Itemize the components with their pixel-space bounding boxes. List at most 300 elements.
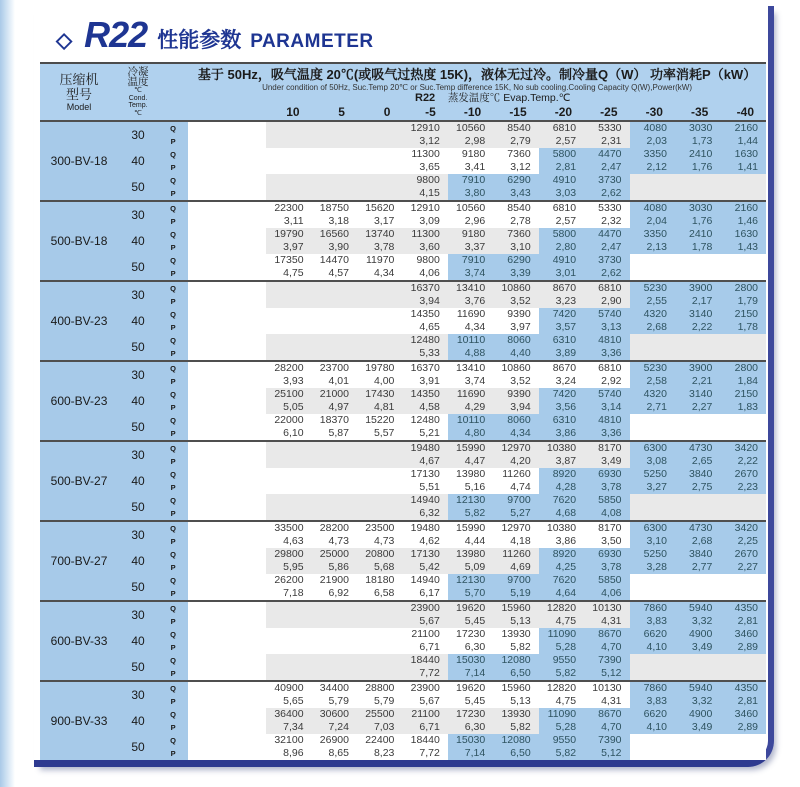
power-value-cell: 2,32 bbox=[584, 215, 629, 228]
power-value-cell: 3,49 bbox=[675, 641, 720, 654]
row-spacer-cell bbox=[188, 334, 266, 347]
power-value-cell: 2,27 bbox=[720, 561, 766, 574]
cond-temp-cell: 30 bbox=[118, 281, 158, 308]
power-value-cell: 4,44 bbox=[448, 535, 493, 548]
qp-label-cell: P bbox=[158, 481, 188, 494]
power-value-cell: 5,82 bbox=[539, 667, 584, 681]
cond-header-unit2: ℃ bbox=[134, 109, 142, 117]
power-value-cell: 1,44 bbox=[720, 135, 766, 148]
power-value-cell bbox=[266, 641, 311, 654]
power-value-cell: 2,96 bbox=[448, 215, 493, 228]
capacity-value-cell: 6290 bbox=[493, 174, 538, 187]
power-value-cell bbox=[720, 747, 766, 760]
capacity-value-cell: 11690 bbox=[448, 388, 493, 401]
title-chinese-label: 性能参数 bbox=[157, 29, 242, 52]
qp-label-cell: P bbox=[158, 535, 188, 548]
cond-temp-cell: 40 bbox=[118, 388, 158, 414]
capacity-value-cell: 5230 bbox=[630, 281, 675, 295]
power-value-cell: 4,34 bbox=[493, 427, 538, 441]
data-row bbox=[40, 654, 766, 667]
power-value-cell: 3,41 bbox=[448, 161, 493, 174]
model-cell: 500-BV-18 bbox=[40, 201, 118, 281]
row-spacer-cell bbox=[188, 507, 266, 521]
capacity-value-cell: 7420 bbox=[539, 308, 584, 321]
power-value-cell: 5,79 bbox=[312, 695, 357, 708]
data-row bbox=[40, 601, 766, 615]
capacity-value-cell: 21100 bbox=[402, 708, 447, 721]
power-value-cell: 3,14 bbox=[584, 401, 629, 414]
power-value-cell: 5,28 bbox=[539, 721, 584, 734]
capacity-value-cell: 10110 bbox=[448, 334, 493, 347]
power-value-cell: 3,11 bbox=[266, 215, 311, 228]
capacity-value-cell bbox=[312, 148, 357, 161]
power-value-cell bbox=[630, 587, 675, 601]
condition-text-cn: 基于 50Hz，吸气温度 20℃(或吸气过热度 15K)，液体无过冷。制冷量Q（W） 功率消耗P（kW） bbox=[197, 67, 757, 82]
capacity-value-cell bbox=[720, 654, 766, 667]
capacity-value-cell: 22300 bbox=[266, 201, 311, 215]
qp-label-cell: P bbox=[158, 427, 188, 441]
model-header-cn2: 型号 bbox=[66, 87, 93, 102]
capacity-value-cell: 3420 bbox=[720, 521, 766, 535]
row-spacer-cell bbox=[188, 281, 266, 295]
power-value-cell: 4,01 bbox=[312, 375, 357, 388]
power-value-cell: 5,67 bbox=[402, 695, 447, 708]
power-value-cell: 4,75 bbox=[539, 695, 584, 708]
capacity-value-cell: 9180 bbox=[448, 148, 493, 161]
power-value-cell: 4,68 bbox=[539, 507, 584, 521]
power-value-cell: 7,14 bbox=[448, 747, 493, 760]
power-value-cell bbox=[357, 135, 402, 148]
cond-temp-column-header bbox=[118, 63, 158, 121]
power-value-cell: 3,49 bbox=[675, 721, 720, 734]
row-spacer-cell bbox=[188, 161, 266, 174]
model-cell: 900-BV-33 bbox=[40, 681, 118, 760]
capacity-value-cell: 5330 bbox=[584, 121, 629, 135]
power-value-cell: 2,79 bbox=[493, 135, 538, 148]
capacity-value-cell: 14350 bbox=[402, 308, 447, 321]
qp-label-cell: P bbox=[158, 667, 188, 681]
temp-col--20: -20 bbox=[539, 105, 584, 121]
capacity-value-cell: 15990 bbox=[448, 441, 493, 455]
power-value-cell bbox=[720, 267, 766, 281]
power-value-cell: 6,71 bbox=[402, 721, 447, 734]
capacity-value-cell: 4080 bbox=[630, 121, 675, 135]
capacity-value-cell: 32100 bbox=[266, 734, 311, 747]
capacity-value-cell: 9180 bbox=[448, 228, 493, 241]
capacity-value-cell bbox=[720, 174, 766, 187]
power-value-cell: 2,22 bbox=[675, 321, 720, 334]
power-value-cell: 5,09 bbox=[448, 561, 493, 574]
data-row bbox=[40, 681, 766, 695]
temp-col-5: 5 bbox=[312, 105, 357, 121]
power-value-cell: 3,12 bbox=[402, 135, 447, 148]
row-spacer-cell bbox=[188, 468, 266, 481]
power-value-cell: 4,20 bbox=[493, 455, 538, 468]
model-block bbox=[40, 201, 766, 281]
capacity-value-cell: 6810 bbox=[584, 361, 629, 375]
model-block bbox=[40, 281, 766, 361]
data-row bbox=[40, 228, 766, 241]
power-value-cell: 1,43 bbox=[720, 241, 766, 254]
capacity-value-cell: 28800 bbox=[357, 681, 402, 695]
capacity-value-cell: 7360 bbox=[493, 228, 538, 241]
capacity-value-cell bbox=[357, 281, 402, 295]
capacity-value-cell: 16370 bbox=[402, 361, 447, 375]
power-value-cell bbox=[266, 455, 311, 468]
capacity-value-cell: 22400 bbox=[357, 734, 402, 747]
row-spacer-cell bbox=[188, 347, 266, 361]
power-value-cell: 4,18 bbox=[493, 535, 538, 548]
row-spacer-cell bbox=[188, 561, 266, 574]
capacity-value-cell bbox=[266, 468, 311, 481]
cond-temp-cell: 40 bbox=[118, 628, 158, 654]
power-value-cell: 3,10 bbox=[630, 535, 675, 548]
capacity-value-cell: 4900 bbox=[675, 708, 720, 721]
capacity-value-cell: 5230 bbox=[630, 361, 675, 375]
capacity-value-cell: 6620 bbox=[630, 628, 675, 641]
row-spacer-cell bbox=[188, 187, 266, 201]
capacity-value-cell: 2800 bbox=[720, 281, 766, 295]
power-value-cell: 5,13 bbox=[493, 615, 538, 628]
power-value-cell: 3,60 bbox=[402, 241, 447, 254]
capacity-value-cell bbox=[266, 308, 311, 321]
power-value-cell bbox=[357, 161, 402, 174]
capacity-value-cell: 5850 bbox=[584, 494, 629, 507]
row-spacer-cell bbox=[188, 574, 266, 587]
model-header-cn1: 压缩机 bbox=[59, 72, 99, 87]
power-value-cell: 3,37 bbox=[448, 241, 493, 254]
table-header bbox=[40, 63, 766, 121]
row-spacer-cell bbox=[188, 521, 266, 535]
capacity-value-cell bbox=[630, 414, 675, 427]
power-value-cell: 2,75 bbox=[675, 481, 720, 494]
capacity-value-cell: 17130 bbox=[402, 548, 447, 561]
power-value-cell: 3,12 bbox=[493, 161, 538, 174]
qp-label-cell: P bbox=[158, 215, 188, 228]
qp-label-cell: Q bbox=[158, 654, 188, 667]
capacity-value-cell: 3730 bbox=[584, 174, 629, 187]
power-value-cell: 4,29 bbox=[448, 401, 493, 414]
cond-header-unit1: ℃ bbox=[134, 87, 142, 94]
row-spacer-cell bbox=[188, 361, 266, 375]
capacity-value-cell: 1630 bbox=[720, 148, 766, 161]
power-value-cell: 5,42 bbox=[402, 561, 447, 574]
power-value-cell bbox=[357, 481, 402, 494]
capacity-value-cell: 14940 bbox=[402, 494, 447, 507]
model-cell: 500-BV-27 bbox=[40, 441, 118, 521]
cond-temp-cell: 50 bbox=[118, 254, 158, 281]
model-block bbox=[40, 521, 766, 601]
qp-label-cell: Q bbox=[158, 521, 188, 535]
capacity-value-cell: 14350 bbox=[402, 388, 447, 401]
row-spacer-cell bbox=[188, 427, 266, 441]
capacity-value-cell: 9800 bbox=[402, 254, 447, 267]
capacity-value-cell: 13740 bbox=[357, 228, 402, 241]
power-value-cell: 3,36 bbox=[584, 427, 629, 441]
capacity-value-cell: 9390 bbox=[493, 308, 538, 321]
qp-label-cell: P bbox=[158, 267, 188, 281]
row-spacer-cell bbox=[188, 148, 266, 161]
cond-temp-cell: 50 bbox=[118, 494, 158, 521]
power-value-cell: 5,05 bbox=[266, 401, 311, 414]
capacity-value-cell: 17430 bbox=[357, 388, 402, 401]
power-value-cell: 4,75 bbox=[266, 267, 311, 281]
capacity-value-cell: 2410 bbox=[675, 228, 720, 241]
capacity-value-cell: 11970 bbox=[357, 254, 402, 267]
capacity-value-cell: 3420 bbox=[720, 441, 766, 455]
qp-column-header bbox=[158, 63, 188, 121]
power-value-cell: 2,55 bbox=[630, 295, 675, 308]
capacity-value-cell: 21100 bbox=[402, 628, 447, 641]
power-value-cell: 1,78 bbox=[720, 321, 766, 334]
qp-label-cell: P bbox=[158, 295, 188, 308]
qp-label-cell: Q bbox=[158, 601, 188, 615]
power-value-cell bbox=[312, 455, 357, 468]
power-value-cell bbox=[675, 427, 720, 441]
power-value-cell: 4,81 bbox=[357, 401, 402, 414]
power-value-cell bbox=[312, 321, 357, 334]
model-cell: 600-BV-33 bbox=[40, 601, 118, 681]
cond-temp-cell: 30 bbox=[118, 681, 158, 708]
power-value-cell bbox=[312, 641, 357, 654]
power-value-cell: 4,31 bbox=[584, 695, 629, 708]
capacity-value-cell: 15030 bbox=[448, 654, 493, 667]
capacity-value-cell: 17230 bbox=[448, 708, 493, 721]
capacity-value-cell: 11090 bbox=[539, 708, 584, 721]
capacity-value-cell: 40900 bbox=[266, 681, 311, 695]
capacity-value-cell: 3030 bbox=[675, 121, 720, 135]
capacity-value-cell: 12910 bbox=[402, 121, 447, 135]
model-column-header bbox=[40, 63, 118, 121]
capacity-value-cell: 10380 bbox=[539, 441, 584, 455]
cond-header-cn2: 温度 bbox=[127, 76, 149, 88]
power-value-cell bbox=[266, 481, 311, 494]
power-value-cell: 2,03 bbox=[630, 135, 675, 148]
capacity-value-cell: 12080 bbox=[493, 654, 538, 667]
power-value-cell: 2,68 bbox=[675, 535, 720, 548]
data-row bbox=[40, 574, 766, 587]
power-value-cell: 3,32 bbox=[675, 695, 720, 708]
power-value-cell: 3,94 bbox=[493, 401, 538, 414]
capacity-value-cell bbox=[266, 121, 311, 135]
capacity-value-cell: 3730 bbox=[584, 254, 629, 267]
row-spacer-cell bbox=[188, 667, 266, 681]
capacity-value-cell: 23900 bbox=[402, 681, 447, 695]
row-spacer-cell bbox=[188, 641, 266, 654]
power-value-cell bbox=[357, 347, 402, 361]
power-value-cell: 2,25 bbox=[720, 535, 766, 548]
capacity-value-cell bbox=[357, 494, 402, 507]
cond-header-en2: Temp. bbox=[128, 102, 148, 109]
power-value-cell: 2,04 bbox=[630, 215, 675, 228]
power-value-cell bbox=[312, 481, 357, 494]
qp-label-cell: Q bbox=[158, 388, 188, 401]
capacity-value-cell: 8920 bbox=[539, 468, 584, 481]
capacity-value-cell: 15960 bbox=[493, 681, 538, 695]
capacity-value-cell bbox=[630, 734, 675, 747]
power-value-cell: 4,10 bbox=[630, 641, 675, 654]
power-value-cell bbox=[312, 667, 357, 681]
power-value-cell: 2,68 bbox=[630, 321, 675, 334]
cond-temp-cell: 40 bbox=[118, 548, 158, 574]
data-row bbox=[40, 148, 766, 161]
power-value-cell: 4,34 bbox=[357, 267, 402, 281]
power-value-cell bbox=[357, 507, 402, 521]
power-value-cell: 2,98 bbox=[448, 135, 493, 148]
qp-label-cell: Q bbox=[158, 734, 188, 747]
capacity-value-cell: 4730 bbox=[675, 521, 720, 535]
temp-col-10: 10 bbox=[266, 105, 311, 121]
capacity-value-cell: 1630 bbox=[720, 228, 766, 241]
row-spacer-cell bbox=[188, 174, 266, 187]
power-value-cell: 2,81 bbox=[720, 615, 766, 628]
capacity-value-cell: 12480 bbox=[402, 334, 447, 347]
cond-temp-cell: 40 bbox=[118, 228, 158, 254]
capacity-value-cell: 12480 bbox=[402, 414, 447, 427]
capacity-value-cell bbox=[266, 654, 311, 667]
capacity-value-cell: 10380 bbox=[539, 521, 584, 535]
power-value-cell: 3,74 bbox=[448, 267, 493, 281]
data-row bbox=[40, 708, 766, 721]
capacity-value-cell bbox=[357, 308, 402, 321]
capacity-value-cell: 2150 bbox=[720, 388, 766, 401]
model-cell: 400-BV-23 bbox=[40, 281, 118, 361]
data-row bbox=[40, 628, 766, 641]
power-value-cell: 2,71 bbox=[630, 401, 675, 414]
capacity-value-cell: 6810 bbox=[539, 121, 584, 135]
data-row bbox=[40, 388, 766, 401]
qp-label-cell: P bbox=[158, 455, 188, 468]
power-value-cell: 2,78 bbox=[493, 215, 538, 228]
power-value-cell bbox=[357, 615, 402, 628]
row-spacer-cell bbox=[188, 548, 266, 561]
power-value-cell: 2,58 bbox=[630, 375, 675, 388]
row-spacer-cell bbox=[188, 601, 266, 615]
capacity-value-cell: 2150 bbox=[720, 308, 766, 321]
qp-label-cell: P bbox=[158, 401, 188, 414]
cond-temp-cell: 40 bbox=[118, 308, 158, 334]
capacity-value-cell: 2160 bbox=[720, 121, 766, 135]
capacity-value-cell bbox=[312, 601, 357, 615]
power-value-cell bbox=[357, 455, 402, 468]
capacity-value-cell: 2410 bbox=[675, 148, 720, 161]
power-value-cell: 2,90 bbox=[584, 295, 629, 308]
power-value-cell: 3,94 bbox=[402, 295, 447, 308]
capacity-value-cell: 3840 bbox=[675, 468, 720, 481]
power-value-cell bbox=[675, 507, 720, 521]
capacity-value-cell: 11690 bbox=[448, 308, 493, 321]
model-header-en: Model bbox=[66, 102, 92, 112]
power-value-cell bbox=[266, 667, 311, 681]
power-value-cell bbox=[312, 161, 357, 174]
power-value-cell: 2,77 bbox=[675, 561, 720, 574]
power-value-cell: 3,91 bbox=[402, 375, 447, 388]
capacity-value-cell bbox=[357, 654, 402, 667]
data-row bbox=[40, 441, 766, 455]
capacity-value-cell: 2670 bbox=[720, 548, 766, 561]
capacity-value-cell: 11300 bbox=[402, 228, 447, 241]
capacity-value-cell: 3350 bbox=[630, 228, 675, 241]
power-value-cell: 4,80 bbox=[448, 427, 493, 441]
row-spacer-cell bbox=[188, 215, 266, 228]
capacity-value-cell: 5940 bbox=[675, 601, 720, 615]
power-value-cell: 6,58 bbox=[357, 587, 402, 601]
capacity-value-cell: 10860 bbox=[493, 281, 538, 295]
capacity-value-cell bbox=[312, 174, 357, 187]
power-value-cell: 4,58 bbox=[402, 401, 447, 414]
model-block bbox=[40, 681, 766, 760]
capacity-value-cell: 8670 bbox=[539, 361, 584, 375]
power-value-cell: 4,64 bbox=[539, 587, 584, 601]
capacity-value-cell bbox=[675, 334, 720, 347]
power-value-cell: 2,22 bbox=[720, 455, 766, 468]
temp-col--25: -25 bbox=[584, 105, 629, 121]
capacity-value-cell: 10560 bbox=[448, 121, 493, 135]
power-value-cell: 3,39 bbox=[493, 267, 538, 281]
power-value-cell bbox=[312, 295, 357, 308]
power-value-cell: 3,80 bbox=[448, 187, 493, 201]
power-value-cell: 3,49 bbox=[584, 455, 629, 468]
capacity-value-cell: 8540 bbox=[493, 201, 538, 215]
power-value-cell: 5,12 bbox=[584, 667, 629, 681]
capacity-value-cell: 18440 bbox=[402, 654, 447, 667]
power-value-cell: 7,72 bbox=[402, 667, 447, 681]
power-value-cell: 4,88 bbox=[448, 347, 493, 361]
row-spacer-cell bbox=[188, 587, 266, 601]
capacity-value-cell bbox=[357, 468, 402, 481]
capacity-value-cell: 8170 bbox=[584, 521, 629, 535]
cond-temp-cell: 50 bbox=[118, 654, 158, 681]
cond-temp-cell: 40 bbox=[118, 148, 158, 174]
model-cell: 300-BV-18 bbox=[40, 121, 118, 201]
capacity-value-cell: 13980 bbox=[448, 468, 493, 481]
power-value-cell bbox=[357, 321, 402, 334]
capacity-value-cell bbox=[312, 441, 357, 455]
capacity-value-cell bbox=[312, 281, 357, 295]
power-value-cell bbox=[266, 347, 311, 361]
power-value-cell bbox=[675, 347, 720, 361]
power-value-cell: 5,87 bbox=[312, 427, 357, 441]
data-row bbox=[40, 308, 766, 321]
capacity-value-cell: 3460 bbox=[720, 708, 766, 721]
power-value-cell: 3,32 bbox=[675, 615, 720, 628]
capacity-value-cell: 15620 bbox=[357, 201, 402, 215]
capacity-value-cell bbox=[357, 628, 402, 641]
capacity-value-cell bbox=[312, 494, 357, 507]
power-value-cell bbox=[720, 427, 766, 441]
capacity-value-cell: 4080 bbox=[630, 201, 675, 215]
power-value-cell: 2,89 bbox=[720, 721, 766, 734]
cond-header-cn1: 冷凝 bbox=[127, 66, 149, 78]
qp-label-cell: Q bbox=[158, 548, 188, 561]
temp-col--15: -15 bbox=[493, 105, 538, 121]
power-value-cell: 4,10 bbox=[630, 721, 675, 734]
power-value-cell: 3,52 bbox=[493, 375, 538, 388]
power-value-cell: 4,06 bbox=[584, 587, 629, 601]
power-value-cell: 3,56 bbox=[539, 401, 584, 414]
capacity-value-cell: 23700 bbox=[312, 361, 357, 375]
qp-label-cell: P bbox=[158, 721, 188, 734]
capacity-value-cell bbox=[266, 494, 311, 507]
capacity-value-cell bbox=[266, 148, 311, 161]
capacity-value-cell: 18370 bbox=[312, 414, 357, 427]
capacity-value-cell: 5850 bbox=[584, 574, 629, 587]
power-value-cell: 7,14 bbox=[448, 667, 493, 681]
power-value-cell: 3,57 bbox=[539, 321, 584, 334]
qp-label-cell: P bbox=[158, 507, 188, 521]
row-spacer-cell bbox=[188, 414, 266, 427]
data-row bbox=[40, 361, 766, 375]
